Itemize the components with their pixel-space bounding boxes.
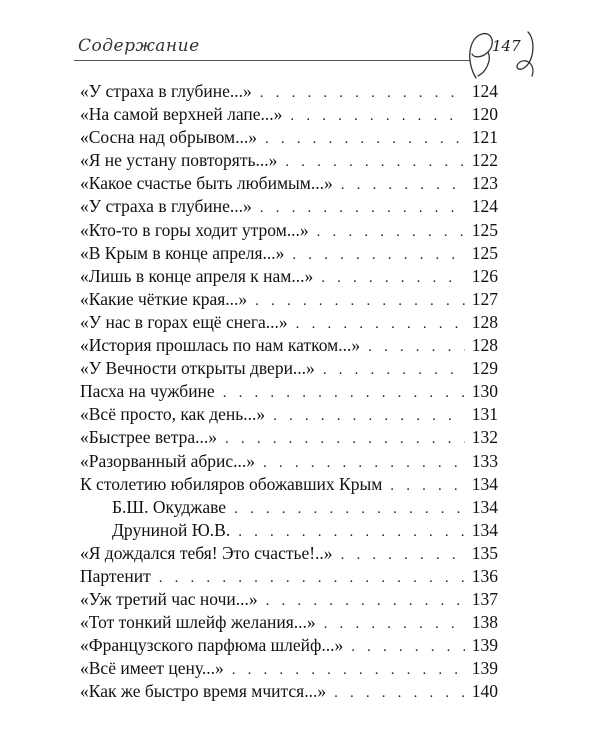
toc-entry-page: 137 (471, 589, 498, 610)
toc-entry-title: Друниной Ю.В. (112, 519, 231, 540)
toc-entry (80, 542, 498, 565)
toc-entry-title: «Всё просто, как день...» (80, 404, 266, 425)
dot-leader (334, 682, 465, 705)
toc-entry (80, 219, 498, 242)
toc-entry-page: 125 (471, 242, 498, 263)
toc-subentry (80, 496, 498, 519)
dot-leader (324, 613, 465, 636)
toc-subentry (80, 519, 498, 542)
toc-entry-title: «Лишь в конце апреля к нам...» (80, 265, 314, 286)
toc-entry-page: 133 (471, 450, 498, 471)
toc-entry-title: «Быстрее ветра...» (80, 427, 218, 448)
toc-entry-title: «У Вечности открыты двери...» (80, 358, 315, 379)
dot-leader (368, 336, 465, 359)
toc-entry-page: 124 (471, 81, 498, 101)
dot-leader (323, 359, 465, 382)
toc-entry-page: 126 (471, 265, 498, 286)
dot-leader (266, 590, 465, 613)
dot-leader (263, 452, 465, 475)
dot-leader (351, 636, 465, 659)
dot-leader (223, 382, 465, 405)
toc-entry-title: «Какие чёткие края...» (80, 288, 248, 309)
toc-entry-page: 130 (471, 381, 498, 402)
dot-leader (290, 105, 465, 128)
toc-entry (80, 450, 498, 473)
dot-leader (225, 428, 465, 451)
toc-entry-title: «Всё имеет цену...» (80, 658, 224, 679)
toc-entry-page: 120 (471, 104, 498, 125)
toc-entry (80, 380, 498, 403)
toc-entry-title: «Какое счастье быть любимым...» (80, 173, 333, 194)
toc-entry-page: 128 (471, 335, 498, 356)
toc-entry (80, 242, 498, 265)
toc-entry-page: 125 (471, 219, 498, 240)
toc-entry (80, 565, 498, 588)
toc-entry-title: Б.Ш. Окуджаве (112, 496, 227, 517)
toc-entry-title: Партенит (80, 565, 151, 586)
dot-leader (296, 313, 465, 336)
dot-leader (285, 151, 465, 174)
toc-entry-title: «Я дождался тебя! Это счастье!..» (80, 542, 333, 563)
toc-entry-page: 136 (471, 565, 498, 586)
toc-entry-title: «Как же быстро время мчится...» (80, 681, 327, 702)
toc-entry (80, 473, 498, 496)
dot-leader (317, 221, 465, 244)
toc-entry-title: «У нас в горах ещё снега...» (80, 311, 288, 332)
toc-entry-page: 140 (471, 681, 498, 702)
toc-entry-page: 122 (471, 150, 498, 171)
dot-leader (260, 82, 465, 105)
page-header (74, 22, 534, 72)
section-title: Содержание (78, 36, 200, 56)
toc-entry-page: 123 (471, 173, 498, 194)
dot-leader (273, 405, 465, 428)
toc-entry-title: Пасха на чужбине (80, 381, 215, 402)
toc-entry-title: «Тот тонкий шлейф желания...» (80, 612, 316, 633)
toc-entry-title: «Разорванный абрис...» (80, 450, 256, 471)
toc-entry-title: К столетию юбиляров обожавших Крым (80, 473, 383, 494)
toc-entry-title: «У страха в глубине...» (80, 196, 252, 217)
toc-entry-title: «История прошлась по нам катком...» (80, 335, 361, 356)
toc-entry-title: «На самой верхней лапе...» (80, 104, 283, 125)
toc-entry-page: 129 (471, 358, 498, 379)
dot-leader (238, 521, 465, 544)
toc-entry-page: 134 (471, 496, 498, 517)
dot-leader (265, 128, 465, 151)
toc-entry-title: «Французского парфюма шлейф...» (80, 635, 344, 656)
toc-entry-title: «В Крым в конце апреля...» (80, 242, 285, 263)
toc-entry (80, 288, 498, 311)
toc-entry-page: 139 (471, 658, 498, 679)
toc-entry (80, 265, 498, 288)
toc-entry-page: 121 (471, 127, 498, 148)
dot-leader (390, 475, 465, 498)
dot-leader (159, 567, 465, 590)
toc-entry (80, 680, 498, 703)
toc-entry (80, 126, 498, 149)
toc-entry-page: 131 (471, 404, 498, 425)
header-divider (74, 60, 470, 61)
toc-entry-page: 128 (471, 311, 498, 332)
toc-entry (80, 334, 498, 357)
toc-entry (80, 80, 498, 103)
toc-entry-page: 139 (471, 635, 498, 656)
dot-leader (255, 290, 465, 313)
toc-entry (80, 426, 498, 449)
toc-entry (80, 103, 498, 126)
toc-entry-page: 135 (471, 542, 498, 563)
toc-entry (80, 611, 498, 634)
dot-leader (341, 544, 465, 567)
toc-entry-title: «Я не устану повторять...» (80, 150, 278, 171)
toc-entry-page: 132 (471, 427, 498, 448)
toc-entry-title: «Уж третий час ночи...» (80, 589, 258, 610)
toc-entry (80, 357, 498, 380)
dot-leader (321, 267, 465, 290)
toc-entry (80, 311, 498, 334)
toc-entry-page: 127 (471, 288, 498, 309)
table-of-contents (80, 80, 498, 704)
toc-entry (80, 588, 498, 611)
dot-leader (234, 498, 465, 521)
toc-entry-page: 134 (471, 519, 498, 540)
toc-entry (80, 403, 498, 426)
toc-entry-page: 138 (471, 612, 498, 633)
toc-entry-page: 134 (471, 473, 498, 494)
dot-leader (341, 174, 465, 197)
toc-entry (80, 657, 498, 680)
toc-entry (80, 634, 498, 657)
dot-leader (232, 659, 465, 682)
toc-entry-page: 124 (471, 196, 498, 217)
toc-entry (80, 172, 498, 195)
toc-entry-title: «Сосна над обрывом...» (80, 127, 257, 148)
page-number: 147 (492, 37, 521, 55)
toc-entry-title: «У страха в глубине...» (80, 81, 252, 101)
dot-leader (260, 197, 465, 220)
toc-entry (80, 149, 498, 172)
toc-entry (80, 195, 498, 218)
dot-leader (292, 244, 465, 267)
toc-entry-title: «Кто-то в горы ходит утром...» (80, 219, 309, 240)
